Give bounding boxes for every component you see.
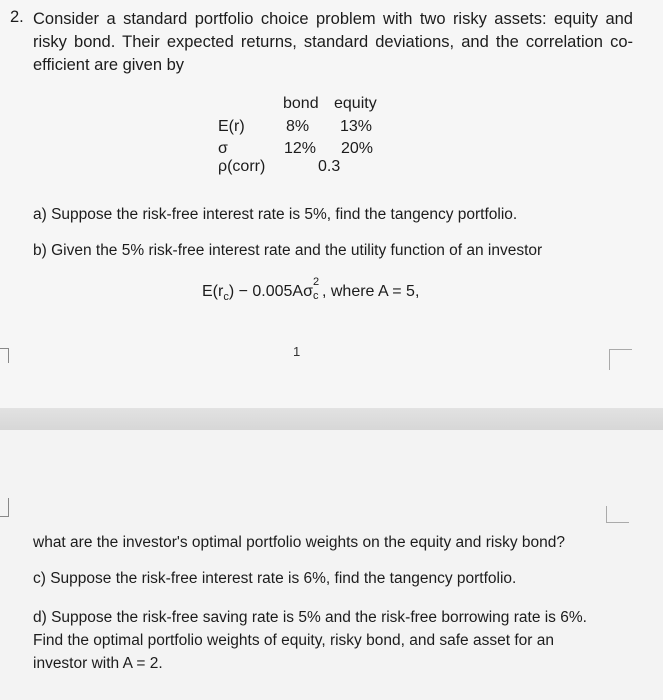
formula-sigma-scripts [312,276,322,302]
table-header-equity: equity [334,95,377,112]
table-cell-sigma-equity: 20% [341,140,374,157]
table-header-bond: bond [283,95,319,112]
part-d-line-1: d) Suppose the risk-free saving rate is 5% and the risk-free borrowing rate is 6%. [33,609,587,626]
crop-mark-left-top [0,348,9,363]
table-row-label-sigma: σ [218,140,228,157]
part-d-line-2: Find the optimal portfolio weights of equity, risky bond, and safe asset for an [33,632,554,649]
crop-mark-left-bottom [0,498,9,517]
part-b-continued: what are the investor's optimal portfolio weights on the equity and risky bond? [33,534,565,551]
formula-lhs: E(r [202,283,224,300]
crop-mark-right-top [609,349,632,370]
part-c: c) Suppose the risk-free interest rate is 6%, find the tangency portfolio. [33,570,517,587]
crop-mark-right-bottom [606,506,629,523]
table-cell-er-equity: 13% [340,118,373,135]
formula-sigma-sub: c [312,290,319,302]
table-cell-corr: 0.3 [318,158,341,175]
formula-mid: ) − 0.005Aσ [228,283,313,300]
formula-rest: , where A = 5, [321,283,420,300]
part-b: b) Given the 5% risk-free interest rate and the utility function of an investor [33,242,543,259]
utility-formula [202,276,420,304]
part-a: a) Suppose the risk-free interest rate is 5%, find the tangency portfolio. [33,206,518,223]
question-intro: Consider a standard portfolio choice problem with two risky assets: equity and risky bond. Their expected returns, standard deviations, and the correlation co-efficient are given by [33,10,633,74]
table-row-label-er: E(r) [218,118,245,135]
page-number: 1 [293,344,301,359]
formula-sigma-sup: 2 [312,276,320,288]
formula-lhs-sub: c [223,291,229,304]
page-break-gap [0,408,663,430]
part-d-line-3: investor with A = 2. [33,655,163,672]
table-cell-er-bond: 8% [286,118,310,135]
question-number: 2. [10,8,24,26]
table-cell-sigma-bond: 12% [284,140,317,157]
table-row-label-corr: ρ(corr) [218,158,266,175]
